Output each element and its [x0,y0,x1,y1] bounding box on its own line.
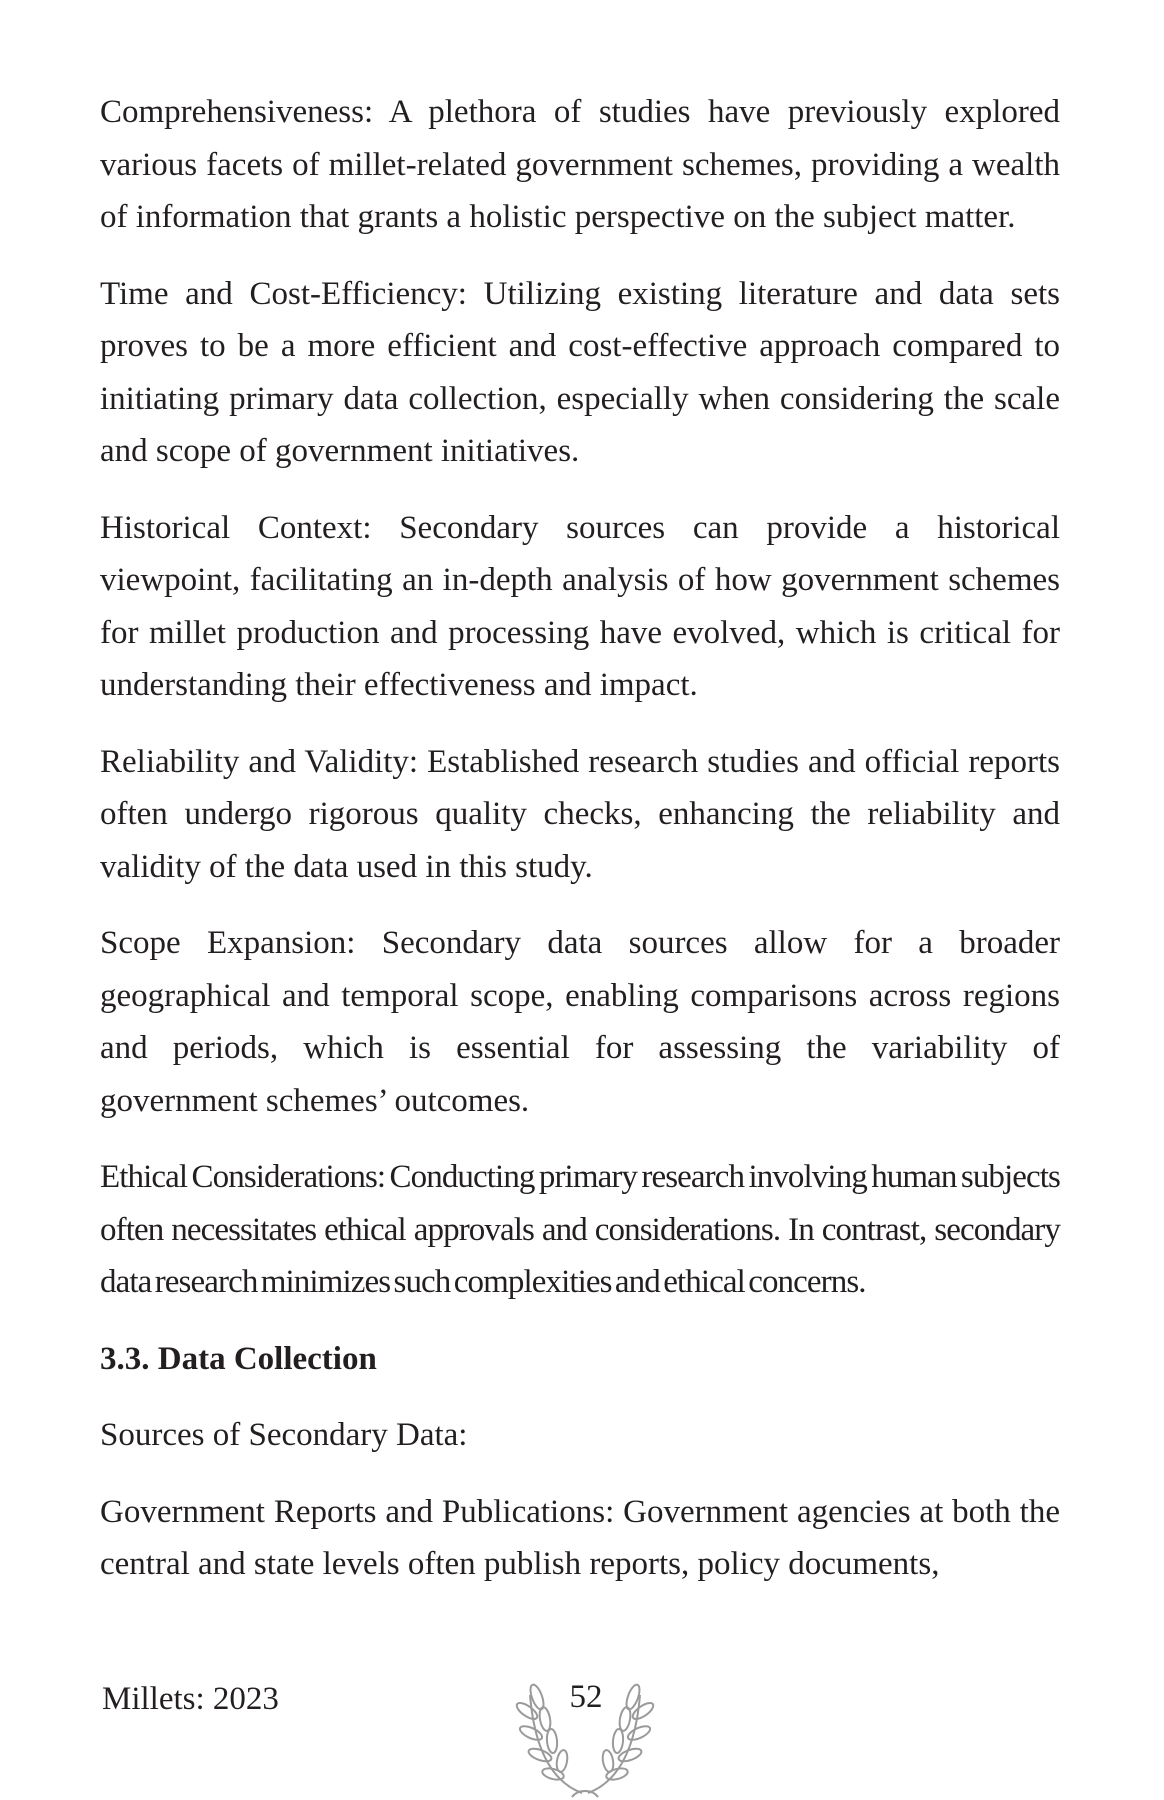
footer-book-title: Millets: 2023 [102,1681,279,1717]
paragraph-government-reports: Government Reports and Publications: Government agencies at both the central and state levels often publish reports, policy documents, [100,1493,1060,1582]
section-heading: 3.3. Data Collection [100,1340,377,1377]
paragraph-ethical-considerations: Ethical Considerations: Conducting primary research involving human subjects often necessitates ethical approvals and considerations. In contrast, secondary data research minimizes such complexities and ethical concerns. [100,1159,1060,1300]
paragraph-comprehensiveness: Comprehensiveness: A plethora of studies have previously explored various facets of millet-related government schemes, providing a wealth of information that grants a holistic perspective on the subject matter. [100,94,1060,235]
paragraph-scope-expansion: Scope Expansion: Secondary data sources allow for a broader geographical and temporal scope, enabling comparisons across regions and periods, which is essential for assessing the variability of government schemes’ outcomes. [100,925,1060,1119]
subheading-sources: Sources of Secondary Data: [100,1417,468,1453]
page-footer [0,1675,1164,1800]
paragraph-reliability-validity: Reliability and Validity: Established research studies and official reports often undergo rigorous quality checks, enhancing the reliability and validity of the data used in this study. [100,743,1060,885]
paragraph-time-cost-efficiency: Time and Cost-Efficiency: Utilizing existing literature and data sets proves to be a more efficient and cost-effective approach compared to initiating primary data collection, especially when considering the scale and scope of government initiatives. [100,275,1060,469]
page-body [100,86,1060,1615]
paragraph-historical-context: Historical Context: Secondary sources can provide a historical viewpoint, facilitating an in-depth analysis of how government schemes for millet production and processing have evolved, which is critical for understanding their effectiveness and impact. [100,509,1060,703]
page-number: 52 [569,1679,603,1715]
